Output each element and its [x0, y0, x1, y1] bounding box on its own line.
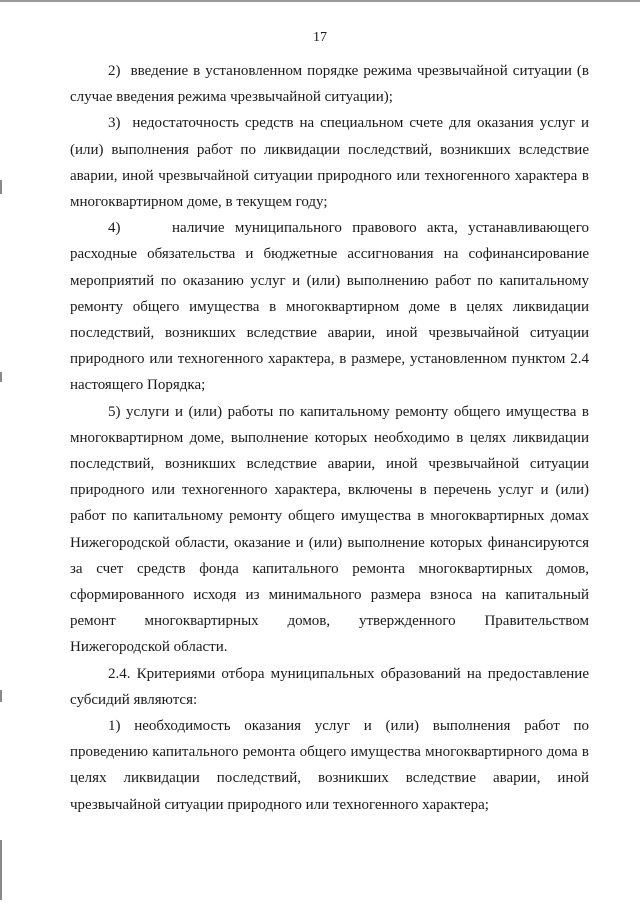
- scan-edge-top: [0, 0, 640, 2]
- paragraph-section-2-4: 2.4. Критериями отбора муниципальных образований на предоставление субсидий являются:: [70, 665, 589, 708]
- paragraph-criterion-1: 1) необходимость оказания услуг и (или) выполнения работ по проведению капитального ремонта общего имущества многоквартирного дома в целях ликвидации последствий, возникших вследствие аварии, иной чрезвычайной ситуации природного или техногенного характера;: [70, 718, 589, 813]
- page-number: 17: [313, 30, 327, 45]
- scan-margin-mark: [0, 180, 2, 194]
- scan-margin-mark: [0, 372, 2, 382]
- paragraph-item-4: 4) наличие муниципального правового акта, устанавливающего расходные обязательства и бюджетные ассигнования на софинансирование мероприятий по оказанию услуг и (или) выполнению работ по капитальному ремонту общего имущества в многоквартирном доме в целях ликвидации последствий, возникших вследствие аварии, иной чрезвычайной ситуации природного или техногенного характера, в размере, установленном пунктом 2.4 настоящего Порядка;: [70, 220, 589, 394]
- scan-margin-mark: [0, 840, 2, 900]
- paragraph-item-2: 2) введение в установленном порядке режима чрезвычайной ситуации (в случае введения режима чрезвычайной ситуации);: [70, 63, 589, 106]
- paragraph-item-5: 5) услуги и (или) работы по капитальному ремонту общего имущества в многоквартирном доме, выполнение которых необходимо в целях ликвидации последствий, возникших вследствие аварии, иной чрезвычайной ситуации природного или техногенного характера, включены в перечень услуг и (или) работ по капитальному ремонту общего имущества в многоквартирных домах Нижегородской области, оказание и (или) выполнение которых финансируются за счет средств фонда капитального ремонта многоквартирных домов, сформированного исходя из минимального размера взноса на капитальный ремонт многоквартирных домов, утвержденного Правительством Нижегородской области.: [70, 403, 589, 656]
- document-body: [70, 58, 589, 818]
- scan-margin-mark: [0, 690, 2, 702]
- paragraph-item-3: 3) недостаточность средств на специальном счете для оказания услуг и (или) выполнения работ по ликвидации последствий, возникших вследствие аварии, иной чрезвычайной ситуации природного или техногенного характера в многоквартирном доме, в текущем году;: [70, 115, 589, 211]
